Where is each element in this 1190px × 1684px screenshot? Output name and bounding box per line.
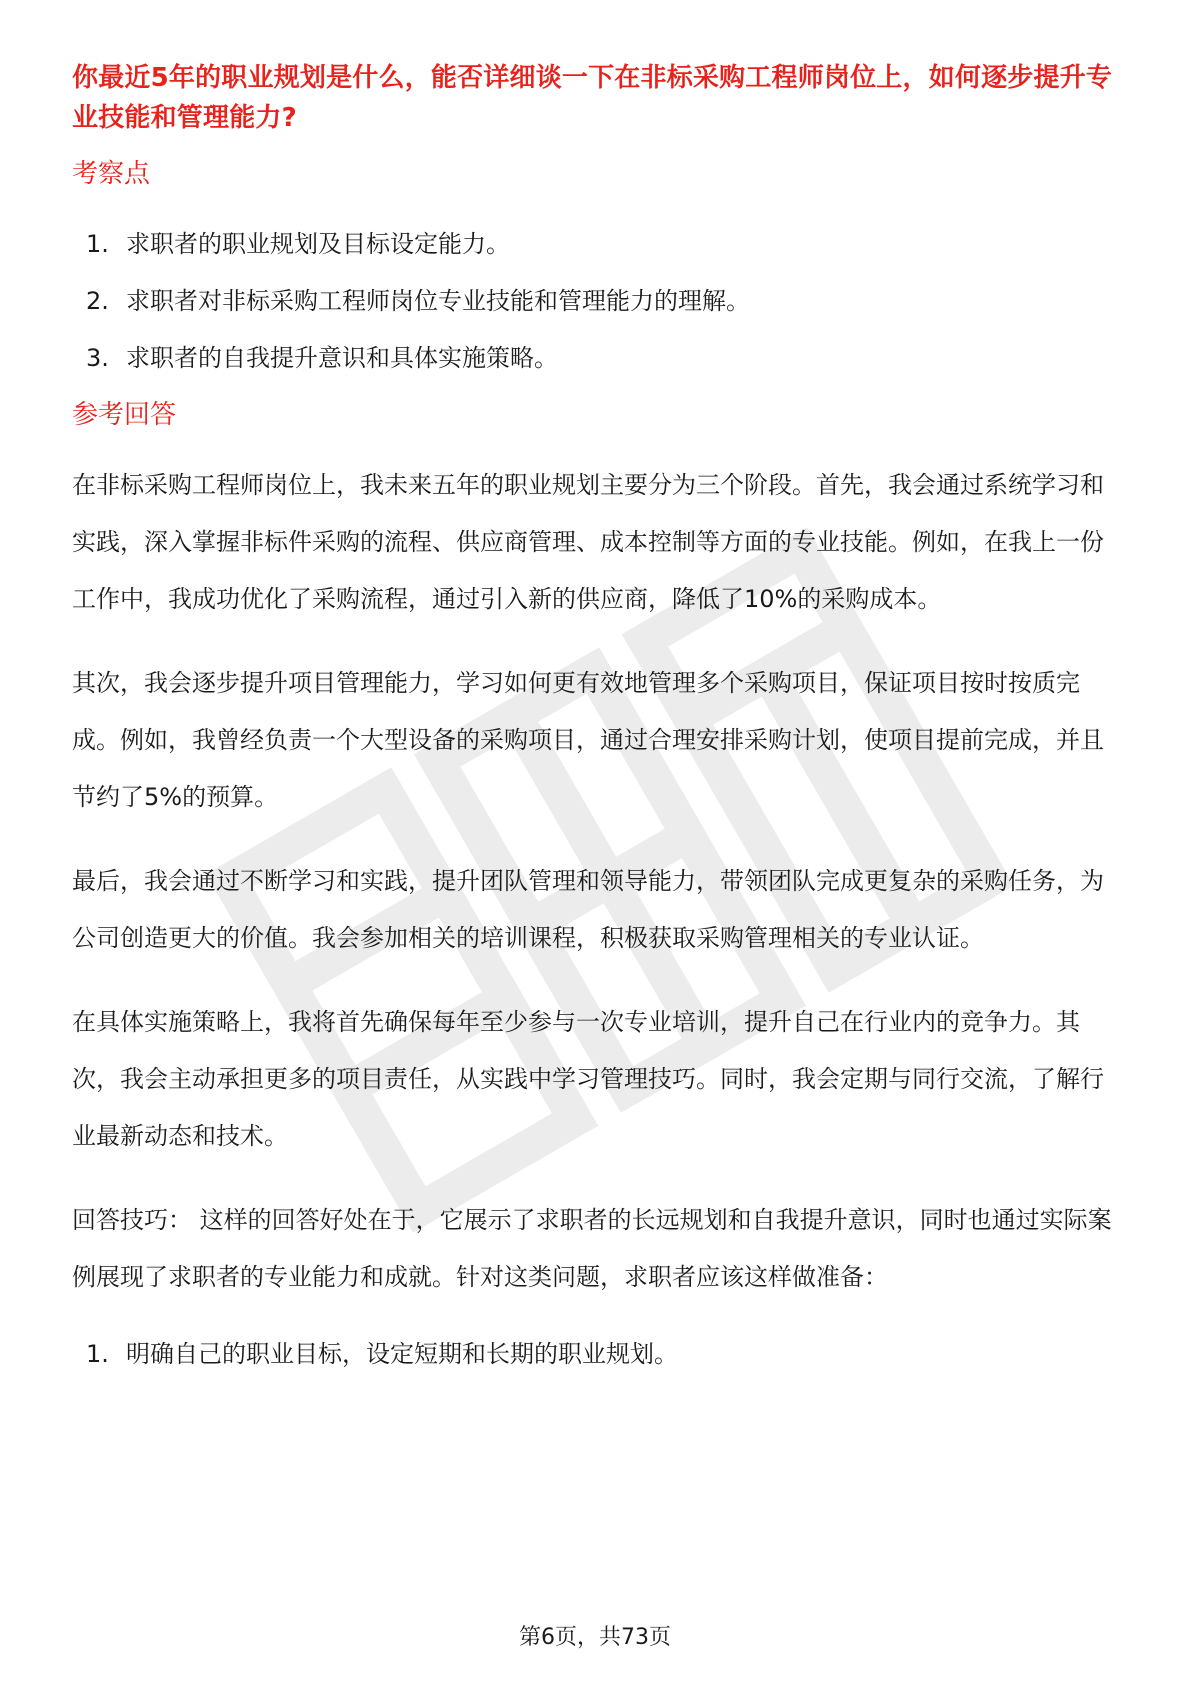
answer-paragraph: 最后，我会通过不断学习和实践，提升团队管理和领导能力，带领团队完成更复杂的采购任务，为公司创造更大的价值。我会参加相关的培训课程，积极获取采购管理相关的专业认证。 [72,867,1104,952]
list-number: 1. [86,230,109,258]
answer-tips-paragraph: 回答技巧： 这样的回答好处在于，它展示了求职者的长远规划和自我提升意识，同时也通过实际案例展现了求职者的专业能力和成就。针对这类问题，求职者应该这样做准备： [72,1206,1112,1291]
list-number: 3. [86,344,109,372]
list-text: 求职者的职业规划及目标设定能力。 [126,230,510,258]
prep-points-list [72,1336,1122,1372]
list-item [72,283,1122,319]
list-text: 求职者对非标采购工程师岗位专业技能和管理能力的理解。 [126,287,750,315]
list-number: 2. [86,287,109,315]
list-text: 明确自己的职业目标，设定短期和长期的职业规划。 [126,1340,678,1368]
focus-heading: 考察点 [72,159,151,189]
answer-paragraph: 在具体实施策略上，我将首先确保每年至少参与一次专业培训，提升自己在行业内的竞争力。其次，我会主动承担更多的项目责任，从实践中学习管理技巧。同时，我会定期与同行交流，了解行业最新动态和技术。 [72,1008,1104,1150]
page-number-footer: 第6页，共73页 [519,1625,671,1650]
list-number: 1. [86,1340,109,1368]
answer-heading: 参考回答 [72,400,177,430]
question-title: 你最近5年的职业规划是什么，能否详细谈一下在非标采购工程师岗位上，如何逐步提升专业技能和管理能力? [72,63,1113,133]
list-text: 求职者的自我提升意识和具体实施策略。 [126,344,558,372]
list-item [72,1336,1122,1372]
focus-points-list [72,226,1122,376]
list-item [72,226,1122,262]
list-item [72,340,1122,376]
page-content [72,58,1122,1393]
answer-paragraph: 在非标采购工程师岗位上，我未来五年的职业规划主要分为三个阶段。首先，我会通过系统学习和实践，深入掌握非标件采购的流程、供应商管理、成本控制等方面的专业技能。例如，在我上一份工作中，我成功优化了采购流程，通过引入新的供应商，降低了10%的采购成本。 [72,471,1104,613]
answer-paragraph: 其次，我会逐步提升项目管理能力，学习如何更有效地管理多个采购项目，保证项目按时按质完成。例如，我曾经负责一个大型设备的采购项目，通过合理安排采购计划，使项目提前完成，并且节约了5%的预算。 [72,669,1104,811]
